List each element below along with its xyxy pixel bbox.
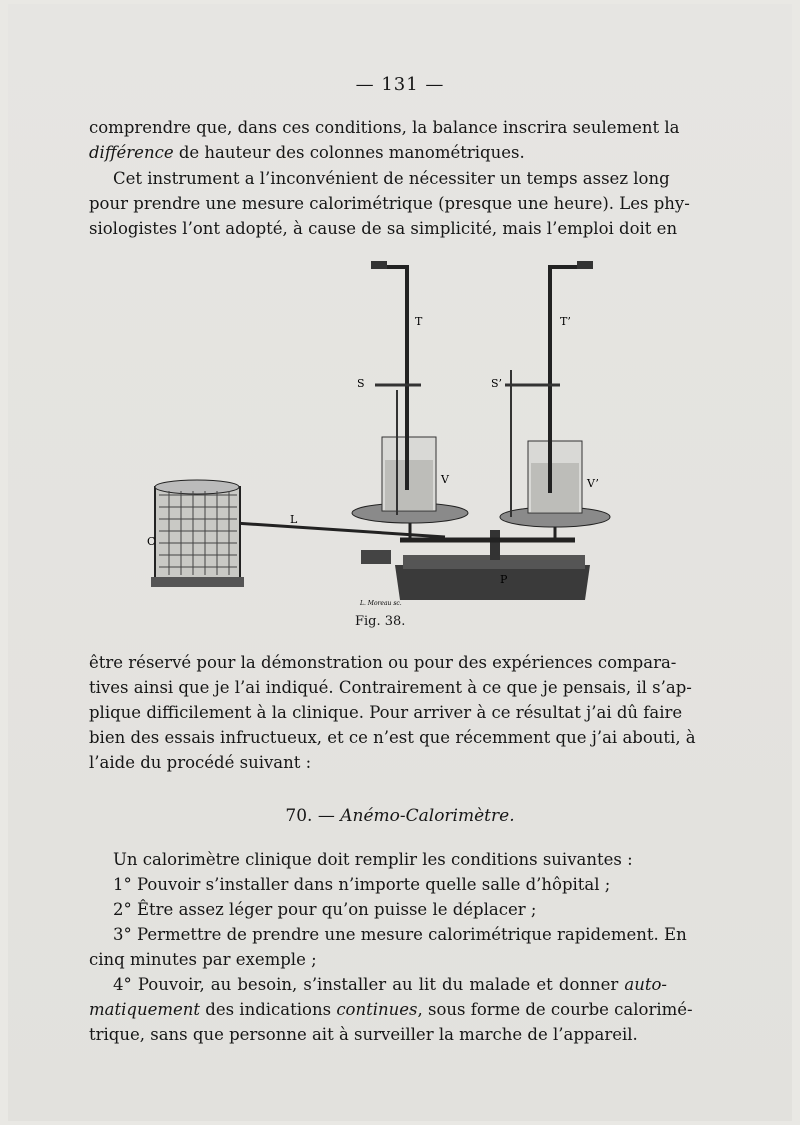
right-jar-water xyxy=(531,463,579,512)
para4-item4c: trique, sans que personne ait à surveiller la marche de l’appareil. xyxy=(89,1025,638,1044)
para3-line4: bien des essais infructueux, et ce n’est que récemment que j’ai abouti, à xyxy=(89,728,696,747)
label-T-prime: T’ xyxy=(560,315,571,328)
right-tube-cap xyxy=(577,261,593,269)
engraver-signature: L. Moreau sc. xyxy=(360,600,402,607)
page-number: — 131 — xyxy=(355,74,445,95)
section-number: 70. xyxy=(285,806,313,826)
balance-column xyxy=(490,530,500,560)
paragraph-3 xyxy=(89,650,696,775)
label-S-prime: S’ xyxy=(491,377,503,390)
para3-line1: être réservé pour la démonstration ou pour des expériences compara- xyxy=(89,653,677,672)
para3-line2: tives ainsi que je l’ai indiqué. Contrairement à ce que je pensais, il s’ap- xyxy=(89,678,692,697)
para1-line2-rest: de hauteur des colonnes manométriques. xyxy=(173,143,525,162)
cylinder-base xyxy=(151,577,244,587)
counterweight xyxy=(361,550,391,564)
para4-item4b-emphasis: matiquement xyxy=(89,1000,201,1019)
section-dash: — xyxy=(312,806,341,826)
para2-line2: pour prendre une mesure calorimétrique (presque une heure). Les phy- xyxy=(89,194,690,213)
para1-line1: comprendre que, dans ces conditions, la balance inscrira seulement la xyxy=(89,118,680,137)
para4-item4b xyxy=(89,997,693,1022)
para1-line2 xyxy=(89,140,667,165)
figure-illustration xyxy=(145,255,620,615)
section-title: Anémo-Calorimètre. xyxy=(340,806,515,826)
label-V: V xyxy=(441,473,449,486)
para4-item3b: cinq minutes par exemple ; xyxy=(89,950,317,969)
label-L: L xyxy=(290,513,298,526)
para3-line5: l’aide du procédé suivant : xyxy=(89,753,312,772)
recording-cylinder xyxy=(155,487,240,579)
para4-item4b-emphasis2: continues xyxy=(336,1000,418,1019)
para2-line3: siologistes l’ont adopté, à cause de sa simplicité, mais l’emploi doit en xyxy=(89,219,678,238)
section-heading xyxy=(0,806,800,826)
para4-item3a: 3° Permettre de prendre une mesure calorimétrique rapidement. En xyxy=(113,925,687,944)
figure-balance-apparatus xyxy=(145,255,620,615)
para4-item2: 2° Être assez léger pour qu’on puisse le déplacer ; xyxy=(113,900,537,919)
para4-item4b-mid: des indications xyxy=(200,1000,337,1019)
para4-item4a-text: 4° Pouvoir, au besoin, s’installer au lit du malade et donner xyxy=(113,975,625,994)
para4-line1: Un calorimètre clinique doit remplir les conditions suivantes : xyxy=(113,850,633,869)
label-P: P xyxy=(500,573,508,586)
label-V-prime: V’ xyxy=(587,477,599,490)
para4-item4b-rest: , sous forme de courbe calorimé- xyxy=(417,1000,693,1019)
para2-line1: Cet instrument a l’inconvénient de nécessiter un temps assez long xyxy=(113,169,670,188)
label-S: S xyxy=(357,377,365,390)
label-T: T xyxy=(415,315,423,328)
para4-item4a-emphasis: auto- xyxy=(624,975,667,994)
cylinder-top xyxy=(155,480,239,494)
label-C: C xyxy=(147,535,156,548)
balance-base xyxy=(395,565,590,600)
left-tube-cap xyxy=(371,261,387,269)
para4-item1: 1° Pouvoir s’installer dans n’importe quelle salle d’hôpital ; xyxy=(113,875,611,894)
paragraph-4 xyxy=(89,847,693,1047)
paragraph-2 xyxy=(89,166,690,241)
para1-emphasis: différence xyxy=(89,143,174,162)
para3-line3: plique difficilement à la clinique. Pour arriver à ce résultat j’ai dû faire xyxy=(89,703,683,722)
figure-caption: Fig. 38. xyxy=(355,614,406,629)
paragraph-1 xyxy=(89,115,680,165)
para4-item4a xyxy=(89,972,667,997)
